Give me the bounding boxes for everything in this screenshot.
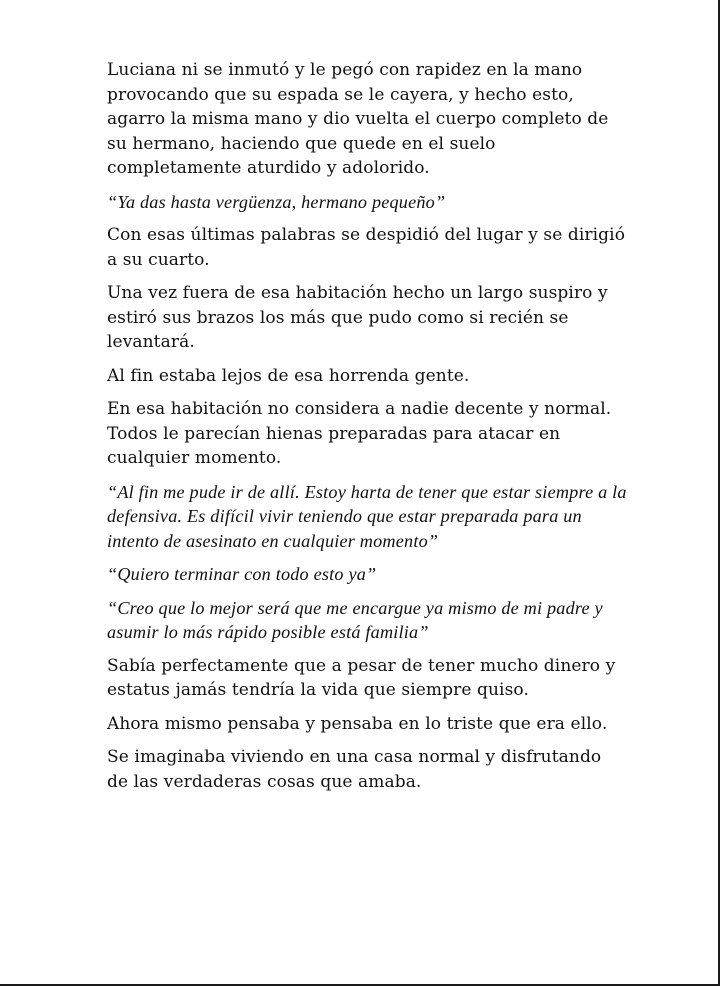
dialogue-paragraph: “Ya das hasta vergüenza, hermano pequeño” [107,191,446,212]
dialogue-paragraph: “Al fin me pude ir de allí. Estoy harta de tener que estar siempre a la defensiva. Es difícil vivir teniendo que estar preparada para un intento de asesinato en cualquier momento” [107,481,627,551]
narration-paragraph: Una vez fuera de esa habitación hecho un largo suspiro y estiró sus brazos los más que pudo como si recién se levantará. [107,283,608,352]
dialogue-paragraph: “Creo que lo mejor será que me encargue ya mismo de mi padre y asumir lo más rápido posible está familia” [107,597,603,642]
dialogue-paragraph: “Quiero terminar con todo esto ya” [107,564,377,584]
narration-paragraph: Luciana ni se inmutó y le pegó con rapidez en la mano provocando que su espada se le cayera, y hecho esto, agarro la misma mano y dio vuelta el cuerpo completo de su hermano, haciendo que quede en el suelo completamente aturdido y adolorido. [107,60,609,178]
text-column [107,58,627,803]
narration-paragraph: En esa habitación no considera a nadie decente y normal. Todos le parecían hienas preparadas para atacar en cualquier momento. [107,399,612,468]
narration-paragraph: Ahora mismo pensaba y pensaba en lo triste que era ello. [107,713,608,734]
narration-paragraph: Sabía perfectamente que a pesar de tener mucho dinero y estatus jamás tendría la vida que siempre quiso. [107,655,616,700]
narration-paragraph: Se imaginaba viviendo en una casa normal y disfrutando de las verdaderas cosas que amaba. [107,747,602,792]
narration-paragraph: Al fin estaba lejos de esa horrenda gente. [107,365,470,386]
narration-paragraph: Con esas últimas palabras se despidió del lugar y se dirigió a su cuarto. [107,225,626,270]
